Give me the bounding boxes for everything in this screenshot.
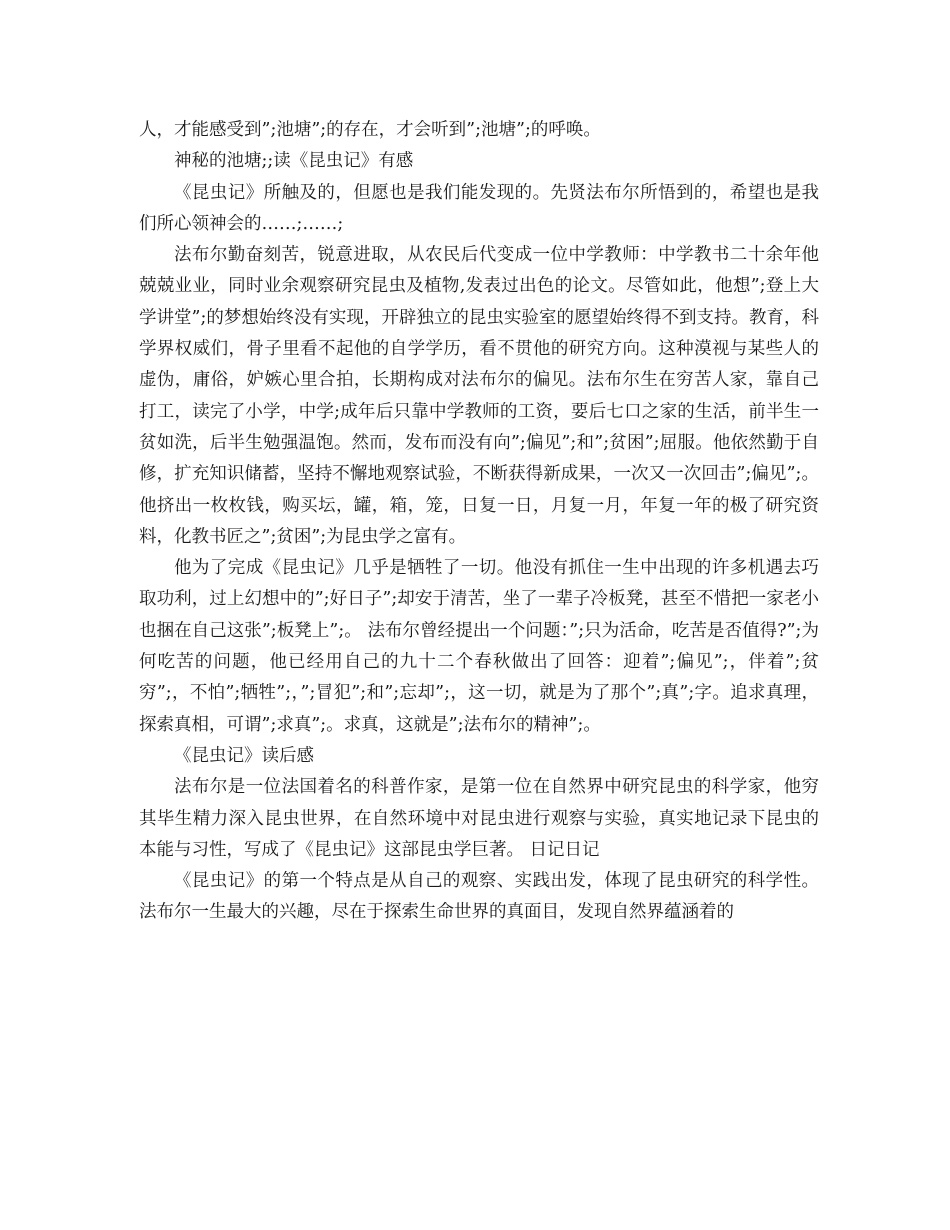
paragraph-1: 人，才能感受到”;池塘”;的存在，才会听到”;池塘”;的呼唤。 (139, 120, 601, 140)
heading-mysterious-pond: 神秘的池塘;;读《昆虫记》有感 (174, 151, 414, 172)
heading-reading-notes: 《昆虫记》读后感 (174, 745, 314, 766)
paragraph-7: 法布尔是一位法国着名的科普作家，是第一位在自然界中研究昆虫的科学家，他穷其毕生精力深入昆虫世界，在自然环境中对昆虫进行观察与实验，真实地记录下昆虫的本能与习性，写成了《昆虫记》这部昆虫学巨著。 日记日记 (139, 777, 819, 860)
paragraph-8: 《昆虫记》的第一个特点是从自己的观察、实践出发，体现了昆虫研究的科学性。法布尔一生最大的兴趣，尽在于探索生命世界的真面目，发现自然界蕴涵着的 (139, 871, 819, 923)
paragraph-3: 《昆虫记》所触及的，但愿也是我们能发现的。先贤法布尔所悟到的，希望也是我们所心领神会的……;……; (139, 182, 819, 234)
document-body (139, 115, 819, 929)
paragraph-5: 他为了完成《昆虫记》几乎是牺牲了一切。他没有抓住一生中出现的许多机遇去巧取功利，过上幻想中的”;好日子”;却安于清苦，坐了一辈子冷板凳，甚至不惜把一家老小也捆在自己这张”;板凳上”;。 法布尔曾经提出一个问题：”;只为活命，吃苦是否值得?”;为何吃苦的问题，他已经用自己的九十二个春秋做出了回答：迎着”;偏见”;，伴着”;贫穷”;，不怕”;牺牲”;，”;冒犯”;和”;忘却”;，这一切，就是为了那个”;真”;字。追求真理，探索真相，可谓”;求真”;。求真，这就是”;法布尔的精神”;。 (139, 558, 819, 735)
paragraph-4: 法布尔勤奋刻苦，锐意进取，从农民后代变成一位中学教师：中学教书二十余年他兢兢业业，同时业余观察研究昆虫及植物,发表过出色的论文。尽管如此，他想”;登上大学讲堂”;的梦想始终没有实现，开辟独立的昆虫实验室的愿望始终得不到支持。教育，科学界权威们，骨子里看不起他的自学学历，看不贯他的研究方向。这种漠视与某些人的虚伪，庸俗，妒嫉心里合拍，长期构成对法布尔的偏见。法布尔生在穷苦人家，靠自己打工，读完了小学，中学;成年后只靠中学教师的工资，要后七口之家的生活，前半生一贫如洗，后半生勉强温饱。然而，发布而没有向”;偏见”;和”;贫困”;屈服。他依然勤于自修，扩充知识储蓄，坚持不懈地观察试验，不断获得新成果，一次又一次回击”;偏见”;。他挤出一枚枚钱，购买坛，罐，箱，笼，日复一日，月复一月，年复一年的极了研究资料，化教书匠之”;贫困”;为昆虫学之富有。 (139, 245, 819, 547)
